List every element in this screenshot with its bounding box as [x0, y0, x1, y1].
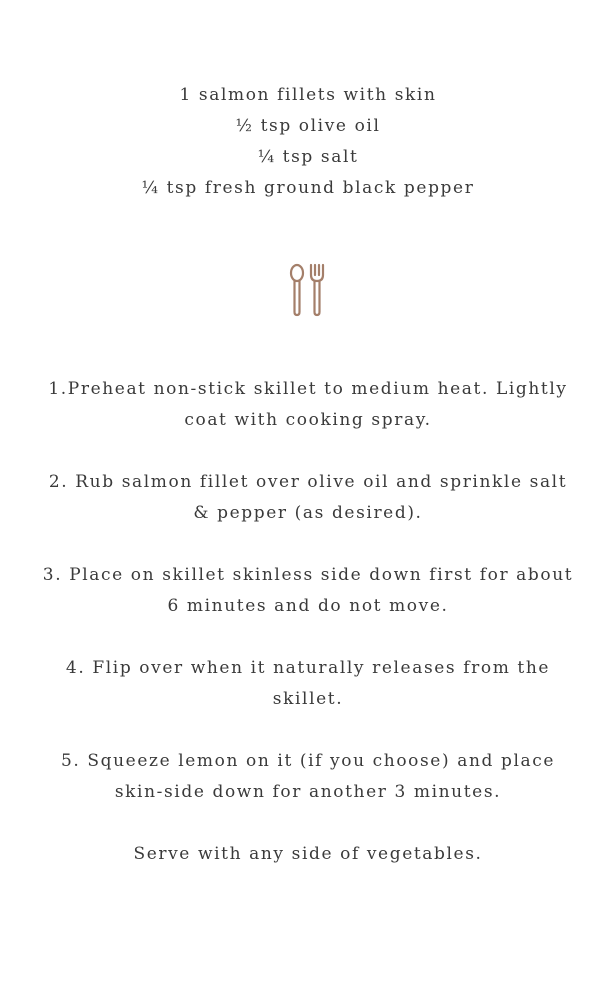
instruction-step: 3. Place on skillet skinless side down first for about 6 minutes and do not move.	[42, 565, 574, 616]
instructions-list	[40, 374, 576, 870]
ingredient-item: 1 salmon fillets with skin	[179, 85, 437, 105]
instruction-step: 5. Squeeze lemon on it (if you choose) and place skin-side down for another 3 minutes.	[60, 751, 556, 802]
instruction-step: 2. Rub salmon fillet over olive oil and sprinkle salt & pepper (as desired).	[48, 472, 568, 523]
ingredient-item: ¼ tsp salt	[257, 147, 359, 167]
ingredients-list	[0, 80, 616, 204]
divider	[0, 262, 616, 322]
ingredient-item: ¼ tsp fresh ground black pepper	[141, 178, 475, 198]
instruction-step: 4. Flip over when it naturally releases from the skillet.	[65, 658, 551, 709]
instruction-step: 1.Preheat non-stick skillet to medium heat. Lightly coat with cooking spray.	[48, 379, 568, 430]
ingredient-item: ½ tsp olive oil	[235, 116, 381, 136]
spoon-fork-icon	[288, 262, 328, 318]
serving-note: Serve with any side of vegetables.	[133, 844, 483, 864]
